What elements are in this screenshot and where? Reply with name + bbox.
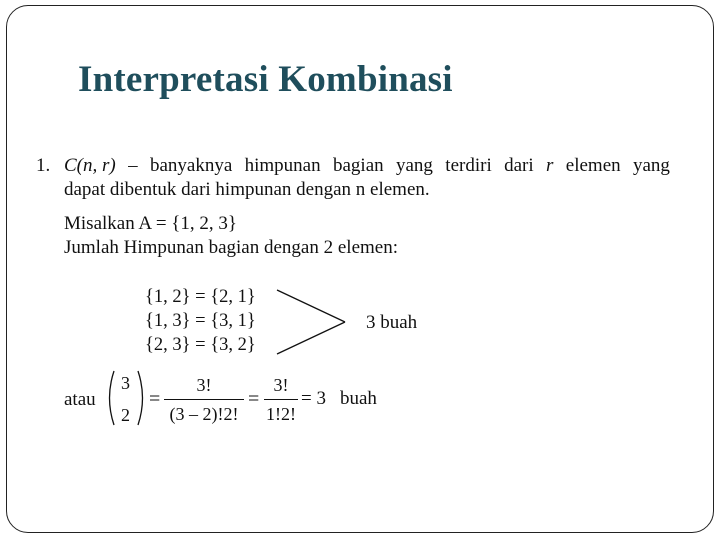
item-word: yang bbox=[632, 155, 670, 176]
item-word: terdiri bbox=[445, 155, 492, 176]
item-number: 1. bbox=[36, 155, 51, 176]
unit-label: buah bbox=[340, 388, 377, 409]
item-word: bagian bbox=[332, 155, 384, 176]
atau-label: atau bbox=[64, 389, 96, 410]
fraction-2-numerator: 3! bbox=[273, 375, 289, 395]
fraction-2 bbox=[264, 376, 298, 423]
item-word: dari bbox=[504, 155, 534, 176]
item-line-2: dapat dibentuk dari himpunan dengan n elemen. bbox=[64, 179, 430, 200]
slide-title: Interpretasi Kombinasi bbox=[78, 59, 453, 100]
fraction-1-numerator: 3! bbox=[196, 375, 212, 395]
fraction-2-denominator: 1!2! bbox=[266, 404, 296, 424]
binom-top: 3 bbox=[121, 373, 130, 393]
count-label: 3 buah bbox=[366, 312, 418, 333]
fraction-1 bbox=[164, 376, 244, 423]
equals-sign: = bbox=[248, 388, 260, 410]
item-word: himpunan bbox=[244, 155, 321, 176]
item-word: C(n, r) bbox=[64, 155, 116, 176]
item-word: yang bbox=[396, 155, 433, 176]
equals-sign: = bbox=[149, 388, 161, 410]
result-value: = 3 bbox=[301, 388, 326, 409]
item-word: elemen bbox=[565, 155, 621, 176]
subset-line: {1, 2} = {2, 1} bbox=[145, 287, 256, 307]
item-word: banyaknya bbox=[149, 155, 233, 176]
example-misalkan: Misalkan A = {1, 2, 3} bbox=[64, 213, 238, 234]
item-word: r bbox=[546, 155, 554, 176]
example-jumlah: Jumlah Himpunan bagian dengan 2 elemen: bbox=[64, 237, 398, 258]
subset-line: {2, 3} = {3, 2} bbox=[145, 335, 256, 355]
binom-bottom: 2 bbox=[121, 405, 130, 425]
fraction-1-denominator: (3 – 2)!2! bbox=[169, 404, 239, 424]
item-word: – bbox=[128, 155, 138, 176]
subset-line: {1, 3} = {3, 1} bbox=[145, 311, 256, 331]
